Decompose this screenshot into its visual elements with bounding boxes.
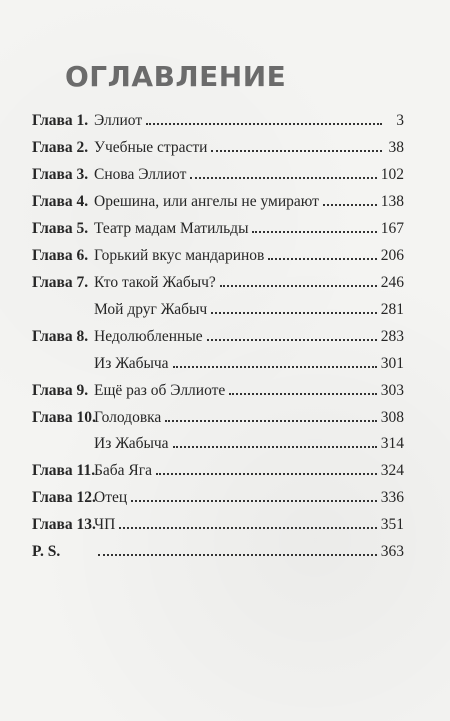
chapter-title: Учебные страсти bbox=[94, 139, 208, 156]
toc-entry bbox=[32, 511, 404, 538]
page-number: 206 bbox=[380, 247, 404, 264]
dot-leader bbox=[146, 122, 382, 125]
chapter-title: Горький вкус мандаринов bbox=[94, 247, 265, 264]
toc-entry bbox=[32, 404, 404, 431]
dot-leader bbox=[211, 311, 377, 314]
page-number: 167 bbox=[380, 220, 404, 237]
chapter-title: Мой друг Жабыч bbox=[94, 301, 208, 318]
chapter-label: Глава 13. bbox=[32, 515, 96, 533]
dot-leader bbox=[131, 499, 377, 502]
dot-leader bbox=[268, 257, 376, 260]
chapter-title: Ещё раз об Эллиоте bbox=[94, 381, 226, 399]
page-number: 283 bbox=[380, 328, 404, 345]
chapter-title: Снова Эллиот bbox=[94, 166, 187, 183]
dot-leader bbox=[173, 445, 377, 448]
toc-entry bbox=[32, 269, 404, 296]
dot-leader bbox=[229, 392, 376, 395]
toc-entry bbox=[32, 377, 404, 404]
toc-entry bbox=[32, 350, 404, 377]
toc-entry bbox=[32, 296, 404, 323]
toc-entry bbox=[32, 457, 404, 484]
chapter-label: Глава 2. bbox=[32, 139, 89, 156]
page-number: 3 bbox=[396, 112, 404, 129]
dot-leader bbox=[220, 284, 377, 287]
chapter-title: Эллиот bbox=[94, 112, 143, 129]
dot-leader bbox=[98, 553, 377, 556]
page-number: 363 bbox=[380, 542, 404, 560]
dot-leader bbox=[190, 176, 376, 179]
chapter-label: Глава 3. bbox=[32, 166, 89, 183]
page-number: 102 bbox=[380, 166, 404, 183]
chapter-title: Голодовка bbox=[94, 408, 162, 426]
chapter-title: ЧП bbox=[94, 515, 116, 533]
page-number: 308 bbox=[380, 408, 404, 426]
toc-entry bbox=[32, 484, 404, 511]
chapter-label: Глава 5. bbox=[32, 220, 89, 237]
toc-entry bbox=[32, 215, 404, 242]
chapter-label: Глава 8. bbox=[32, 328, 89, 345]
chapter-title: Театр мадам Матильды bbox=[94, 220, 249, 237]
dot-leader bbox=[156, 472, 377, 475]
chapter-label: P. S. bbox=[32, 542, 61, 560]
toc-entry bbox=[32, 242, 404, 269]
toc-entry bbox=[32, 134, 404, 161]
toc-entry bbox=[32, 430, 404, 457]
chapter-label: Глава 10. bbox=[32, 408, 96, 426]
toc-entry bbox=[32, 323, 404, 350]
chapter-title: Из Жабыча bbox=[94, 355, 169, 372]
chapter-label: Глава 4. bbox=[32, 193, 89, 210]
dot-leader bbox=[211, 149, 382, 152]
chapter-title: Из Жабыча bbox=[94, 435, 169, 453]
toc-entry bbox=[32, 107, 404, 134]
dot-leader bbox=[165, 419, 376, 422]
chapter-label: Глава 9. bbox=[32, 381, 89, 399]
page-number: 314 bbox=[380, 435, 404, 453]
dot-leader bbox=[119, 526, 376, 529]
page-number: 246 bbox=[380, 274, 404, 291]
chapter-title: Баба Яга bbox=[94, 462, 152, 480]
page-number: 336 bbox=[380, 488, 404, 506]
page-number: 324 bbox=[380, 462, 404, 480]
chapter-title: Недолюбленные bbox=[94, 328, 203, 345]
chapter-title: Орешина, или ангелы не умирают bbox=[94, 193, 319, 210]
table-of-contents bbox=[32, 107, 404, 564]
page-number: 281 bbox=[380, 301, 404, 318]
page-title: ОГЛАВЛЕНИЕ bbox=[65, 60, 287, 93]
dot-leader bbox=[207, 338, 377, 341]
dot-leader bbox=[173, 365, 377, 368]
toc-entry bbox=[32, 538, 404, 565]
chapter-title: Отец bbox=[94, 488, 128, 506]
chapter-label: Глава 7. bbox=[32, 274, 89, 291]
page-number: 303 bbox=[380, 381, 404, 399]
page-number: 138 bbox=[380, 193, 404, 210]
chapter-label: Глава 6. bbox=[32, 247, 89, 264]
toc-entry bbox=[32, 161, 404, 188]
chapter-title: Кто такой Жабыч? bbox=[94, 274, 216, 291]
toc-entry bbox=[32, 188, 404, 215]
chapter-label: Глава 11. bbox=[32, 462, 96, 480]
chapter-label: Глава 1. bbox=[32, 112, 89, 129]
page-number: 351 bbox=[380, 515, 404, 533]
page-number: 301 bbox=[380, 355, 404, 372]
page-number: 38 bbox=[388, 139, 404, 156]
dot-leader bbox=[323, 203, 377, 206]
chapter-label: Глава 12. bbox=[32, 488, 96, 506]
dot-leader bbox=[252, 230, 376, 233]
